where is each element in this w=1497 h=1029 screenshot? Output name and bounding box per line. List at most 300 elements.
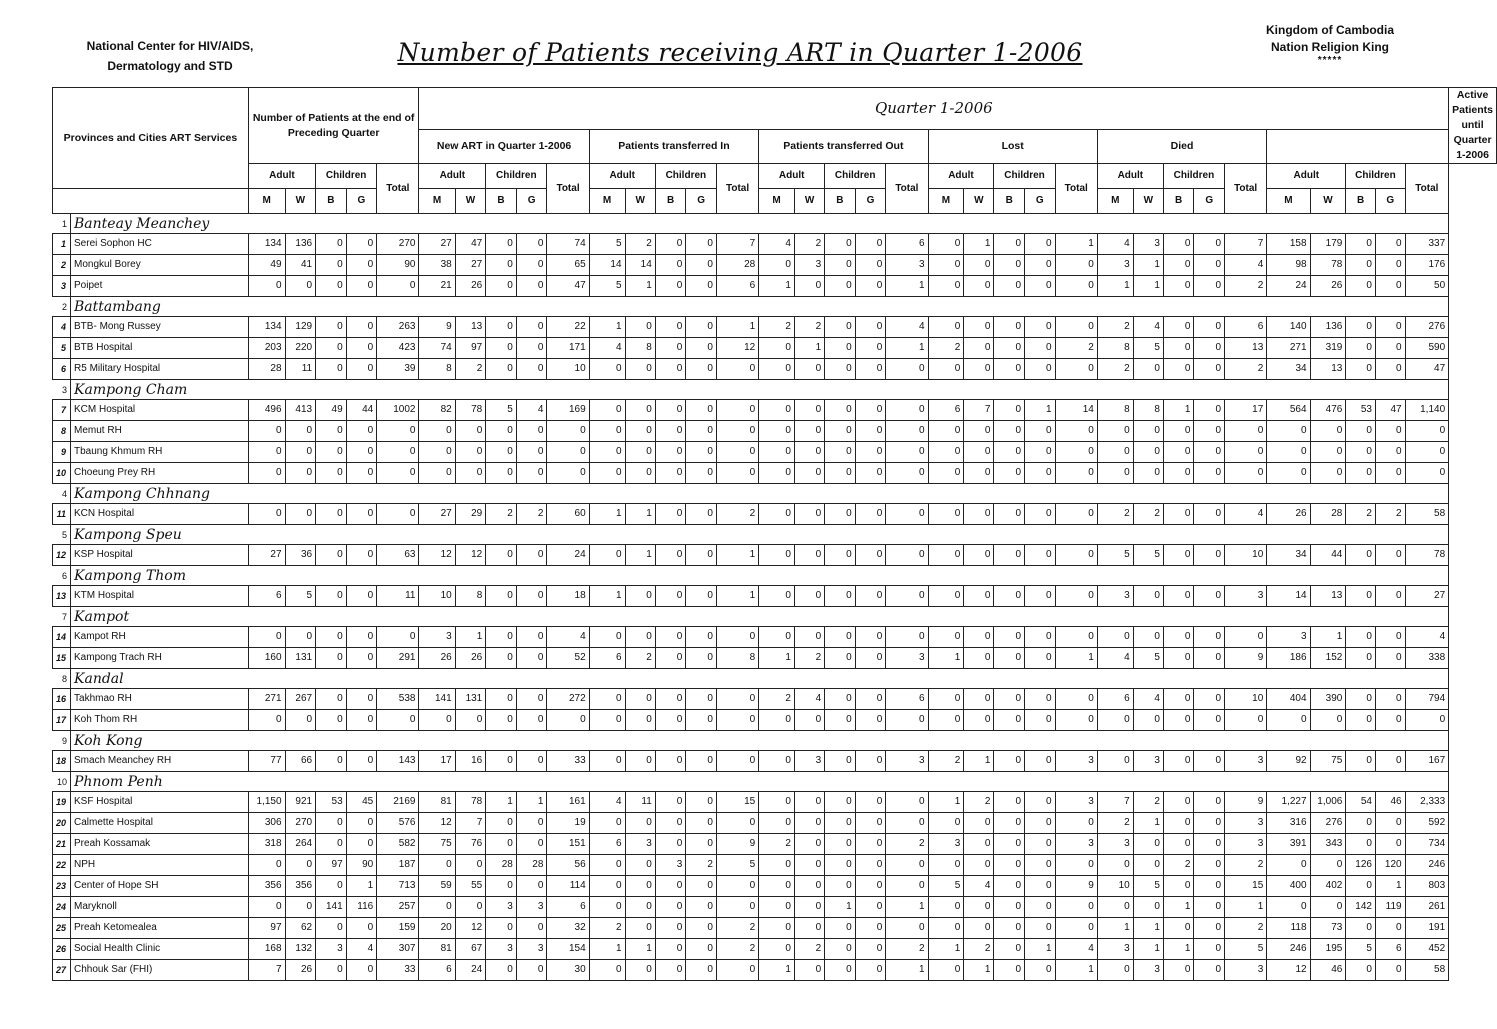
value-cell: 1 [625, 545, 655, 566]
value-cell: 271 [248, 689, 285, 710]
value-cell: 0 [655, 234, 686, 255]
value-cell: 0 [928, 545, 964, 566]
total-cell: 2 [886, 834, 928, 855]
value-cell: 73 [1310, 918, 1346, 939]
value-cell: 10 [1097, 876, 1133, 897]
facility-name: KCM Hospital [71, 400, 249, 421]
value-cell: 49 [248, 255, 285, 276]
facility-number: 27 [53, 960, 71, 981]
value-cell: 0 [655, 710, 686, 731]
total-cell: 2,333 [1405, 792, 1449, 813]
value-cell: 0 [516, 627, 547, 648]
value-cell: 0 [655, 421, 686, 442]
sex-subheader: B [486, 189, 517, 214]
value-cell: 3 [516, 939, 547, 960]
total-cell: 0 [377, 276, 419, 297]
value-cell: 0 [825, 317, 856, 338]
total-cell: 63 [377, 545, 419, 566]
total-cell: 0 [716, 960, 758, 981]
art-table [52, 87, 1497, 981]
total-cell: 2169 [377, 792, 419, 813]
facility-name: Takhmao RH [71, 689, 249, 710]
value-cell: 7 [455, 813, 486, 834]
value-cell: 134 [248, 317, 285, 338]
facility-row [53, 359, 1497, 380]
total-cell: 0 [716, 876, 758, 897]
value-cell: 0 [825, 627, 856, 648]
total-cell: 0 [886, 504, 928, 525]
value-cell: 356 [285, 876, 316, 897]
facility-number: 23 [53, 876, 71, 897]
facility-name: KCN Hospital [71, 504, 249, 525]
province-index: 4 [53, 484, 71, 504]
value-cell: 0 [1375, 545, 1405, 566]
value-cell: 0 [486, 648, 517, 669]
value-cell: 316 [1267, 813, 1310, 834]
value-cell: 0 [1097, 463, 1133, 484]
value-cell: 1 [1025, 400, 1056, 421]
value-cell: 0 [964, 545, 994, 566]
value-cell: 5 [1133, 648, 1163, 669]
value-cell: 0 [1025, 813, 1056, 834]
province-index: 3 [53, 380, 71, 400]
value-cell: 13 [1310, 359, 1346, 380]
value-cell: 0 [759, 442, 795, 463]
value-cell: 1 [759, 276, 795, 297]
value-cell: 132 [285, 939, 316, 960]
value-cell: 0 [1267, 897, 1310, 918]
value-cell: 0 [994, 400, 1025, 421]
value-cell: 97 [248, 918, 285, 939]
total-cell: 6 [1225, 317, 1267, 338]
facility-name: KSF Hospital [71, 792, 249, 813]
value-cell: 496 [248, 400, 285, 421]
sex-subheader: G [1375, 189, 1405, 214]
total-cell: 65 [547, 255, 589, 276]
value-cell: 0 [759, 255, 795, 276]
facility-number: 22 [53, 855, 71, 876]
value-cell: 1 [964, 960, 994, 981]
total-cell: 159 [377, 918, 419, 939]
facility-name: Calmette Hospital [71, 813, 249, 834]
total-cell: 0 [886, 627, 928, 648]
value-cell: 12 [419, 545, 455, 566]
total-cell: 27 [1405, 586, 1449, 607]
total-cell: 338 [1405, 648, 1449, 669]
value-cell: 0 [686, 689, 717, 710]
total-cell: 0 [1055, 855, 1097, 876]
value-cell: 4 [759, 234, 795, 255]
value-cell: 343 [1310, 834, 1346, 855]
sex-subheader: B [825, 189, 856, 214]
value-cell: 0 [1194, 421, 1225, 442]
total-cell: 2 [1225, 855, 1267, 876]
value-cell: 0 [1346, 834, 1376, 855]
value-cell: 81 [419, 792, 455, 813]
value-cell: 34 [1267, 545, 1310, 566]
value-cell: 2 [589, 918, 625, 939]
value-cell: 0 [1194, 442, 1225, 463]
total-cell: 263 [377, 317, 419, 338]
value-cell: 0 [1346, 751, 1376, 772]
facility-name: BTB- Mong Russey [71, 317, 249, 338]
value-cell: 6 [589, 648, 625, 669]
total-cell: 1 [1055, 648, 1097, 669]
value-cell: 0 [486, 710, 517, 731]
total-cell: 9 [1055, 876, 1097, 897]
value-cell: 1 [1133, 276, 1163, 297]
value-cell: 34 [1267, 359, 1310, 380]
value-cell: 0 [855, 689, 886, 710]
value-cell: 0 [686, 586, 717, 607]
value-cell: 0 [1375, 234, 1405, 255]
value-cell: 3 [316, 939, 347, 960]
value-cell: 0 [419, 421, 455, 442]
value-cell: 3 [928, 834, 964, 855]
value-cell: 28 [248, 359, 285, 380]
value-cell: 0 [655, 876, 686, 897]
value-cell: 0 [486, 960, 517, 981]
value-cell: 0 [855, 751, 886, 772]
value-cell: 134 [248, 234, 285, 255]
value-cell: 3 [655, 855, 686, 876]
value-cell: 0 [486, 255, 517, 276]
value-cell: 2 [1163, 855, 1194, 876]
value-cell: 0 [686, 400, 717, 421]
value-cell: 0 [759, 359, 795, 380]
value-cell: 0 [516, 710, 547, 731]
value-cell: 0 [686, 504, 717, 525]
value-cell: 0 [686, 359, 717, 380]
value-cell: 5 [1097, 545, 1133, 566]
value-cell: 1 [516, 792, 547, 813]
value-cell: 0 [516, 960, 547, 981]
value-cell: 0 [855, 960, 886, 981]
value-cell: 7 [248, 960, 285, 981]
total-cell: 1 [886, 897, 928, 918]
value-cell: 2 [486, 504, 517, 525]
facility-name: Preah Ketomealea [71, 918, 249, 939]
province-row [53, 297, 1497, 317]
total-cell: 90 [377, 255, 419, 276]
value-cell: 0 [1375, 834, 1405, 855]
facility-number: 14 [53, 627, 71, 648]
total-cell: 78 [1405, 545, 1449, 566]
total-cell: 0 [1055, 897, 1097, 918]
value-cell: 3 [794, 751, 824, 772]
value-cell: 1 [1133, 918, 1163, 939]
value-cell: 0 [346, 813, 377, 834]
value-cell: 82 [419, 400, 455, 421]
sex-subheader: M [248, 189, 285, 214]
value-cell: 0 [1346, 234, 1376, 255]
total-subheader: Total [886, 164, 928, 214]
total-cell: 291 [377, 648, 419, 669]
total-cell: 74 [547, 234, 589, 255]
facility-row [53, 421, 1497, 442]
value-cell: 0 [1097, 751, 1133, 772]
sex-subheader: M [1267, 189, 1310, 214]
value-cell: 0 [994, 586, 1025, 607]
value-cell: 0 [486, 359, 517, 380]
value-cell: 0 [1310, 442, 1346, 463]
value-cell: 6 [928, 400, 964, 421]
value-cell: 0 [1163, 317, 1194, 338]
value-cell: 0 [1267, 463, 1310, 484]
value-cell: 0 [928, 897, 964, 918]
value-cell: 0 [1025, 276, 1056, 297]
value-cell: 0 [1097, 897, 1133, 918]
total-cell: 15 [1225, 876, 1267, 897]
value-cell: 0 [1346, 421, 1376, 442]
total-cell: 33 [377, 960, 419, 981]
value-cell: 0 [1346, 648, 1376, 669]
value-cell: 0 [928, 960, 964, 981]
value-cell: 27 [419, 234, 455, 255]
value-cell: 0 [855, 792, 886, 813]
value-cell: 0 [346, 463, 377, 484]
value-cell: 0 [1163, 442, 1194, 463]
province-index: 1 [53, 214, 71, 234]
value-cell: 0 [625, 813, 655, 834]
value-cell: 5 [1133, 545, 1163, 566]
facility-name: Smach Meanchey RH [71, 751, 249, 772]
value-cell: 0 [855, 627, 886, 648]
value-cell: 0 [486, 876, 517, 897]
value-cell: 0 [589, 855, 625, 876]
value-cell: 0 [994, 317, 1025, 338]
value-cell: 0 [516, 255, 547, 276]
value-cell: 3 [1097, 586, 1133, 607]
value-cell: 0 [248, 504, 285, 525]
value-cell: 0 [316, 918, 347, 939]
value-cell: 0 [516, 317, 547, 338]
value-cell: 0 [1346, 918, 1376, 939]
value-cell: 0 [964, 359, 994, 380]
value-cell: 0 [855, 897, 886, 918]
value-cell: 7 [1097, 792, 1133, 813]
value-cell: 0 [794, 545, 824, 566]
value-cell: 246 [1267, 939, 1310, 960]
value-cell: 0 [248, 855, 285, 876]
value-cell: 0 [625, 751, 655, 772]
total-cell: 2 [716, 939, 758, 960]
value-cell: 0 [516, 276, 547, 297]
value-cell: 0 [794, 359, 824, 380]
facility-name: Kampong Trach RH [71, 648, 249, 669]
value-cell: 74 [419, 338, 455, 359]
value-cell: 0 [794, 918, 824, 939]
total-cell: 5 [716, 855, 758, 876]
province-index: 10 [53, 772, 71, 792]
province-index: 6 [53, 566, 71, 586]
value-cell: 0 [825, 359, 856, 380]
value-cell: 0 [1025, 463, 1056, 484]
value-cell: 26 [455, 648, 486, 669]
value-cell: 267 [285, 689, 316, 710]
value-cell: 3 [794, 255, 824, 276]
total-cell: 0 [1055, 421, 1097, 442]
value-cell: 0 [994, 897, 1025, 918]
total-cell: 0 [1055, 504, 1097, 525]
value-cell: 0 [285, 710, 316, 731]
value-cell: 0 [855, 834, 886, 855]
value-cell: 0 [1346, 463, 1376, 484]
total-cell: 0 [1055, 463, 1097, 484]
value-cell: 3 [625, 834, 655, 855]
value-cell: 0 [419, 442, 455, 463]
total-cell: 0 [886, 918, 928, 939]
value-cell: 0 [625, 400, 655, 421]
province-row [53, 566, 1497, 586]
total-cell: 39 [377, 359, 419, 380]
facility-number: 26 [53, 939, 71, 960]
value-cell: 195 [1310, 939, 1346, 960]
total-cell: 0 [886, 463, 928, 484]
value-cell: 0 [994, 689, 1025, 710]
value-cell: 0 [759, 463, 795, 484]
total-cell: 2 [716, 504, 758, 525]
value-cell: 3 [1097, 834, 1133, 855]
value-cell: 0 [1375, 463, 1405, 484]
value-cell: 62 [285, 918, 316, 939]
value-cell: 0 [928, 627, 964, 648]
value-cell: 3 [516, 897, 547, 918]
total-cell: 0 [377, 421, 419, 442]
value-cell: 390 [1310, 689, 1346, 710]
total-cell: 9 [716, 834, 758, 855]
total-cell: 4 [1225, 504, 1267, 525]
sex-subheader: M [759, 189, 795, 214]
value-cell: 0 [1194, 648, 1225, 669]
province-row-filler [248, 731, 1448, 751]
total-cell: 0 [1055, 317, 1097, 338]
value-cell: 0 [1097, 421, 1133, 442]
value-cell: 0 [1375, 442, 1405, 463]
value-cell: 1,006 [1310, 792, 1346, 813]
value-cell: 0 [1375, 648, 1405, 669]
value-cell: 0 [759, 897, 795, 918]
value-cell: 0 [759, 876, 795, 897]
value-cell: 0 [516, 813, 547, 834]
value-cell: 0 [655, 276, 686, 297]
province-row [53, 731, 1497, 751]
value-cell: 270 [285, 813, 316, 834]
facility-number: 25 [53, 918, 71, 939]
value-cell: 0 [316, 710, 347, 731]
value-cell: 6 [1097, 689, 1133, 710]
value-cell: 0 [794, 400, 824, 421]
value-cell: 0 [316, 627, 347, 648]
total-cell: 0 [1055, 627, 1097, 648]
value-cell: 0 [516, 234, 547, 255]
total-cell: 0 [1055, 918, 1097, 939]
total-cell: 12 [716, 338, 758, 359]
value-cell: 0 [1267, 442, 1310, 463]
value-cell: 0 [1194, 710, 1225, 731]
facility-row [53, 276, 1497, 297]
value-cell: 0 [994, 834, 1025, 855]
value-cell: 3 [1097, 255, 1133, 276]
value-cell: 126 [1346, 855, 1376, 876]
province-row [53, 484, 1497, 504]
value-cell: 0 [1025, 504, 1056, 525]
province-name: Kandal [71, 669, 249, 689]
value-cell: 0 [855, 442, 886, 463]
value-cell: 0 [1375, 751, 1405, 772]
value-cell: 0 [516, 834, 547, 855]
facility-row [53, 234, 1497, 255]
total-cell: 803 [1405, 876, 1449, 897]
value-cell: 0 [316, 359, 347, 380]
total-cell: 3 [1055, 834, 1097, 855]
value-cell: 0 [455, 442, 486, 463]
sex-subheader: G [686, 189, 717, 214]
facility-name: Chhouk Sar (FHI) [71, 960, 249, 981]
value-cell: 0 [855, 876, 886, 897]
total-cell: 0 [1405, 421, 1449, 442]
value-cell: 0 [1133, 463, 1163, 484]
value-cell: 2 [686, 855, 717, 876]
value-cell: 0 [686, 710, 717, 731]
province-index: 7 [53, 607, 71, 627]
value-cell: 78 [455, 792, 486, 813]
adult-subheader: Adult [419, 164, 486, 189]
total-cell: 0 [547, 710, 589, 731]
value-cell: 0 [1163, 751, 1194, 772]
value-cell: 0 [625, 710, 655, 731]
sex-subheader: W [964, 189, 994, 214]
value-cell: 0 [1310, 421, 1346, 442]
facility-number: 4 [53, 317, 71, 338]
province-row [53, 669, 1497, 689]
value-cell: 6 [419, 960, 455, 981]
value-cell: 0 [625, 689, 655, 710]
value-cell: 6 [1375, 939, 1405, 960]
value-cell: 0 [794, 442, 824, 463]
adult-subheader: Adult [759, 164, 825, 189]
value-cell: 0 [285, 442, 316, 463]
value-cell: 27 [419, 504, 455, 525]
value-cell: 0 [625, 442, 655, 463]
total-cell: 423 [377, 338, 419, 359]
total-cell: 713 [377, 876, 419, 897]
sex-subheader: W [455, 189, 486, 214]
value-cell: 28 [1310, 504, 1346, 525]
value-cell: 0 [1194, 627, 1225, 648]
value-cell: 0 [686, 897, 717, 918]
value-cell: 0 [1133, 855, 1163, 876]
province-name: Kampong Chhnang [71, 484, 249, 504]
value-cell: 92 [1267, 751, 1310, 772]
total-cell: 452 [1405, 939, 1449, 960]
value-cell: 0 [1163, 648, 1194, 669]
value-cell: 0 [855, 813, 886, 834]
value-cell: 0 [248, 463, 285, 484]
total-cell: 169 [547, 400, 589, 421]
value-cell: 0 [1133, 586, 1163, 607]
total-cell: 3 [1225, 813, 1267, 834]
value-cell: 0 [625, 586, 655, 607]
children-subheader: Children [316, 164, 377, 189]
value-cell: 54 [1346, 792, 1376, 813]
province-row [53, 214, 1497, 234]
value-cell: 0 [928, 255, 964, 276]
value-cell: 0 [1346, 255, 1376, 276]
value-cell: 0 [855, 463, 886, 484]
kingdom-line-1: Kingdom of Cambodia [1266, 23, 1394, 37]
province-row [53, 772, 1497, 792]
